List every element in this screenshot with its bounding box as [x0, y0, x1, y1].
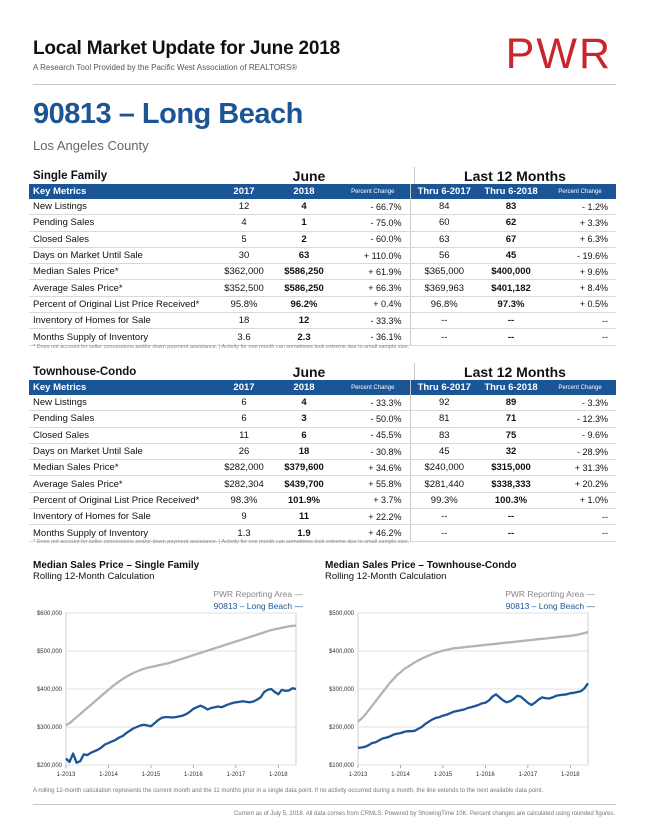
col-percent-change: Percent Change — [336, 184, 410, 199]
header-divider — [33, 84, 616, 85]
value-2018: 101.9% — [272, 492, 336, 508]
value-2018: 18 — [272, 443, 336, 459]
group-divider — [414, 363, 415, 380]
x-tick-label: 1-2017 — [518, 772, 538, 778]
percent-change: - 30.8% — [336, 443, 410, 459]
percent-change-ltm: + 9.6% — [544, 264, 616, 280]
col-2017: 2017 — [216, 380, 272, 395]
percent-change: + 3.7% — [336, 492, 410, 508]
metric-name: Average Sales Price* — [29, 280, 216, 296]
y-tick-label: $300,000 — [328, 687, 354, 693]
value-2018: 3 — [272, 411, 336, 427]
percent-change-ltm: + 1.0% — [544, 492, 616, 508]
metric-name: Inventory of Homes for Sale — [29, 509, 216, 525]
col-percent-change-ltm: Percent Change — [544, 184, 616, 199]
value-2017: 26 — [216, 443, 272, 459]
chart-panel-single-family — [33, 560, 303, 611]
y-tick-label: $200,000 — [36, 763, 62, 769]
value-thru-2018: -- — [478, 509, 544, 525]
value-thru-2018: 100.3% — [478, 492, 544, 508]
metric-name: Percent of Original List Price Received* — [29, 296, 216, 312]
percent-change-ltm: - 28.9% — [544, 443, 616, 459]
col-thru-2017: Thru 6-2017 — [410, 380, 478, 395]
section-title: Single Family — [33, 170, 108, 182]
value-2018: $439,700 — [272, 476, 336, 492]
value-2018: 4 — [272, 199, 336, 215]
percent-change: + 22.2% — [336, 509, 410, 525]
table-footnote: * Does not account for seller concessions and/or down payment assistance. | Activity for one month can sometimes look extreme due to small sample size. — [33, 539, 410, 545]
table-row — [29, 395, 616, 411]
metric-name: New Listings — [29, 199, 216, 215]
percent-change-ltm: - 12.3% — [544, 411, 616, 427]
metric-name: Median Sales Price* — [29, 460, 216, 476]
area-title: 90813 – Long Beach — [33, 98, 303, 130]
x-tick-label: 1-2015 — [433, 772, 453, 778]
value-2017: 18 — [216, 313, 272, 329]
table-row — [29, 329, 616, 345]
chart-townhouse-condo — [314, 605, 596, 783]
page-footer: Current as of July 5, 2018. All data comes from CRMLS. Powered by ShowingTime 10K. Percent changes are calculated using rounded figures. — [234, 811, 615, 817]
value-2017: 30 — [216, 247, 272, 263]
value-thru-2017: 63 — [410, 231, 478, 247]
june-group-title: June — [292, 168, 326, 184]
value-2017: 6 — [216, 395, 272, 411]
value-2018: 11 — [272, 509, 336, 525]
value-2018: 6 — [272, 427, 336, 443]
table-header-row — [29, 184, 616, 199]
table-row — [29, 492, 616, 508]
x-tick-label: 1-2017 — [226, 772, 246, 778]
value-thru-2017: -- — [410, 509, 478, 525]
percent-change: - 75.0% — [336, 215, 410, 231]
y-tick-label: $400,000 — [328, 649, 354, 655]
chart-footnote: A rolling 12-month calculation represents the current month and the 11 months prior in a single data point. If no activity occurred during a month, the line extends to the next available data point. — [33, 788, 544, 794]
chart-single-family — [22, 605, 304, 783]
metric-name: Pending Sales — [29, 215, 216, 231]
x-tick-label: 1-2014 — [391, 772, 410, 778]
value-2017: $352,500 — [216, 280, 272, 296]
percent-change: - 50.0% — [336, 411, 410, 427]
logo-text: PWR — [505, 33, 612, 73]
percent-change: + 61.9% — [336, 264, 410, 280]
value-thru-2017: -- — [410, 313, 478, 329]
x-tick-label: 1-2016 — [476, 772, 495, 778]
percent-change: - 33.3% — [336, 395, 410, 411]
single-family-table — [29, 184, 616, 346]
col-2018: 2018 — [272, 380, 336, 395]
x-tick-label: 1-2016 — [184, 772, 203, 778]
value-2018: $586,250 — [272, 264, 336, 280]
table-row — [29, 231, 616, 247]
value-thru-2018: -- — [478, 525, 544, 541]
value-thru-2017: 45 — [410, 443, 478, 459]
legend-pwr: PWR Reporting Area — — [505, 589, 595, 599]
table-row — [29, 247, 616, 263]
townhouse-condo-table — [29, 380, 616, 542]
col-percent-change-ltm: Percent Change — [544, 380, 616, 395]
section-title: Townhouse-Condo — [33, 366, 137, 378]
value-thru-2017: $240,000 — [410, 460, 478, 476]
percent-change: + 66.3% — [336, 280, 410, 296]
metric-name: Pending Sales — [29, 411, 216, 427]
value-thru-2018: $401,182 — [478, 280, 544, 296]
metric-name: Average Sales Price* — [29, 476, 216, 492]
percent-change-ltm: -- — [544, 313, 616, 329]
percent-change-ltm: -- — [544, 509, 616, 525]
value-2018: 96.2% — [272, 296, 336, 312]
value-thru-2017: -- — [410, 525, 478, 541]
value-2017: 98.3% — [216, 492, 272, 508]
col-percent-change: Percent Change — [336, 380, 410, 395]
value-2018: $586,250 — [272, 280, 336, 296]
y-tick-label: $400,000 — [36, 687, 62, 693]
metric-name: Median Sales Price* — [29, 264, 216, 280]
value-2018: 2 — [272, 231, 336, 247]
value-2017: 5 — [216, 231, 272, 247]
ltm-group-title: Last 12 Months — [464, 168, 566, 184]
legend-label: PWR Reporting Area — [213, 589, 293, 599]
x-tick-label: 1-2013 — [348, 772, 368, 778]
percent-change-ltm: - 19.6% — [544, 247, 616, 263]
value-thru-2018: $400,000 — [478, 264, 544, 280]
value-2017: 12 — [216, 199, 272, 215]
chart-subtitle: Rolling 12-Month Calculation — [33, 571, 155, 582]
value-thru-2018: 75 — [478, 427, 544, 443]
x-tick-label: 1-2013 — [56, 772, 76, 778]
chart-subtitle: Rolling 12-Month Calculation — [325, 571, 447, 582]
metric-name: Months Supply of Inventory — [29, 329, 216, 345]
table-row — [29, 215, 616, 231]
metric-name: Closed Sales — [29, 231, 216, 247]
value-2017: $282,000 — [216, 460, 272, 476]
june-group-title: June — [292, 364, 326, 380]
y-tick-label: $600,000 — [36, 611, 62, 617]
percent-change-ltm: - 1.2% — [544, 199, 616, 215]
value-2017: $282,304 — [216, 476, 272, 492]
y-tick-label: $500,000 — [328, 611, 354, 617]
metric-name: Days on Market Until Sale — [29, 443, 216, 459]
percent-change-ltm: + 0.5% — [544, 296, 616, 312]
value-2018: 1 — [272, 215, 336, 231]
metric-name: Closed Sales — [29, 427, 216, 443]
legend-label: PWR Reporting Area — [505, 589, 585, 599]
value-2017: 1.3 — [216, 525, 272, 541]
value-thru-2018: 71 — [478, 411, 544, 427]
table-row — [29, 296, 616, 312]
y-tick-label: $100,000 — [328, 763, 354, 769]
value-2018: 12 — [272, 313, 336, 329]
value-thru-2017: 92 — [410, 395, 478, 411]
percent-change-ltm: -- — [544, 329, 616, 345]
chart-title: Median Sales Price – Townhouse-Condo — [325, 560, 517, 571]
x-tick-label: 1-2018 — [268, 772, 288, 778]
percent-change: + 46.2% — [336, 525, 410, 541]
value-thru-2017: 56 — [410, 247, 478, 263]
x-tick-label: 1-2014 — [99, 772, 118, 778]
col-key-metrics: Key Metrics — [29, 380, 216, 395]
legend-area: 90813 – Long Beach — — [213, 601, 303, 611]
percent-change-ltm: + 20.2% — [544, 476, 616, 492]
legend-pwr: PWR Reporting Area — — [213, 589, 303, 599]
table-row — [29, 280, 616, 296]
table-row — [29, 313, 616, 329]
percent-change: + 0.4% — [336, 296, 410, 312]
chart-title: Median Sales Price – Single Family — [33, 560, 200, 571]
county-label: Los Angeles County — [33, 138, 149, 153]
metric-name: Percent of Original List Price Received* — [29, 492, 216, 508]
col-thru-2018: Thru 6-2018 — [478, 380, 544, 395]
percent-change: - 45.5% — [336, 427, 410, 443]
value-2017: 9 — [216, 509, 272, 525]
table-footnote: * Does not account for seller concessions and/or down payment assistance. | Activity for one month can sometimes look extreme due to small sample size. — [33, 344, 410, 350]
value-thru-2018: $338,333 — [478, 476, 544, 492]
percent-change-ltm: - 3.3% — [544, 395, 616, 411]
percent-change: - 36.1% — [336, 329, 410, 345]
percent-change-ltm: + 3.3% — [544, 215, 616, 231]
y-tick-label: $500,000 — [36, 649, 62, 655]
percent-change-ltm: + 8.4% — [544, 280, 616, 296]
value-thru-2018: -- — [478, 313, 544, 329]
group-divider — [414, 167, 415, 184]
x-tick-label: 1-2018 — [560, 772, 580, 778]
table-row — [29, 427, 616, 443]
metric-name: Days on Market Until Sale — [29, 247, 216, 263]
pwr-logo-mark — [455, 33, 615, 73]
value-2018: 63 — [272, 247, 336, 263]
value-2017: 3.6 — [216, 329, 272, 345]
value-thru-2018: 62 — [478, 215, 544, 231]
table-row — [29, 476, 616, 492]
col-2017: 2017 — [216, 184, 272, 199]
value-thru-2018: 45 — [478, 247, 544, 263]
value-2018: $379,600 — [272, 460, 336, 476]
value-thru-2017: 84 — [410, 199, 478, 215]
value-2018: 4 — [272, 395, 336, 411]
value-thru-2018: 67 — [478, 231, 544, 247]
percent-change: + 110.0% — [336, 247, 410, 263]
value-thru-2017: $369,963 — [410, 280, 478, 296]
value-thru-2018: 83 — [478, 199, 544, 215]
table-row — [29, 411, 616, 427]
percent-change-ltm: + 31.3% — [544, 460, 616, 476]
metric-name: New Listings — [29, 395, 216, 411]
value-thru-2017: 81 — [410, 411, 478, 427]
percent-change-ltm: + 6.3% — [544, 231, 616, 247]
legend-area: 90813 – Long Beach — — [505, 601, 595, 611]
percent-change: - 60.0% — [336, 231, 410, 247]
table-row — [29, 443, 616, 459]
table-row — [29, 509, 616, 525]
percent-change: - 66.7% — [336, 199, 410, 215]
col-key-metrics: Key Metrics — [29, 184, 216, 199]
value-thru-2018: $315,000 — [478, 460, 544, 476]
value-thru-2018: 97.3% — [478, 296, 544, 312]
value-thru-2017: 83 — [410, 427, 478, 443]
legend-label: 90813 – Long Beach — [213, 601, 293, 611]
value-2018: 2.3 — [272, 329, 336, 345]
percent-change-ltm: -- — [544, 525, 616, 541]
value-thru-2018: 89 — [478, 395, 544, 411]
col-thru-2018: Thru 6-2018 — [478, 184, 544, 199]
table-row — [29, 460, 616, 476]
metric-name: Inventory of Homes for Sale — [29, 313, 216, 329]
report-title: Local Market Update for June 2018 — [33, 38, 341, 59]
value-thru-2018: -- — [478, 329, 544, 345]
x-tick-label: 1-2015 — [141, 772, 161, 778]
value-2017: 4 — [216, 215, 272, 231]
percent-change: - 33.3% — [336, 313, 410, 329]
percent-change: + 55.8% — [336, 476, 410, 492]
ltm-group-title: Last 12 Months — [464, 364, 566, 380]
percent-change: + 34.6% — [336, 460, 410, 476]
value-thru-2018: 32 — [478, 443, 544, 459]
value-2017: 6 — [216, 411, 272, 427]
value-2017: 11 — [216, 427, 272, 443]
value-thru-2017: -- — [410, 329, 478, 345]
y-tick-label: $200,000 — [328, 725, 354, 731]
value-2018: 1.9 — [272, 525, 336, 541]
value-2017: 95.8% — [216, 296, 272, 312]
col-2018: 2018 — [272, 184, 336, 199]
value-thru-2017: $281,440 — [410, 476, 478, 492]
value-thru-2017: 60 — [410, 215, 478, 231]
table-row — [29, 199, 616, 215]
report-subtitle: A Research Tool Provided by the Pacific West Association of REALTORS® — [33, 63, 298, 72]
percent-change-ltm: - 9.6% — [544, 427, 616, 443]
value-thru-2017: 96.8% — [410, 296, 478, 312]
pwr-logo — [455, 33, 615, 73]
chart-panel-townhouse-condo — [325, 560, 595, 611]
col-thru-2017: Thru 6-2017 — [410, 184, 478, 199]
value-thru-2017: $365,000 — [410, 264, 478, 280]
table-header-row — [29, 380, 616, 395]
table-row — [29, 264, 616, 280]
value-thru-2017: 99.3% — [410, 492, 478, 508]
metric-name: Months Supply of Inventory — [29, 525, 216, 541]
y-tick-label: $300,000 — [36, 725, 62, 731]
legend-label: 90813 – Long Beach — [505, 601, 585, 611]
value-2017: $362,000 — [216, 264, 272, 280]
footer-divider — [33, 804, 616, 805]
